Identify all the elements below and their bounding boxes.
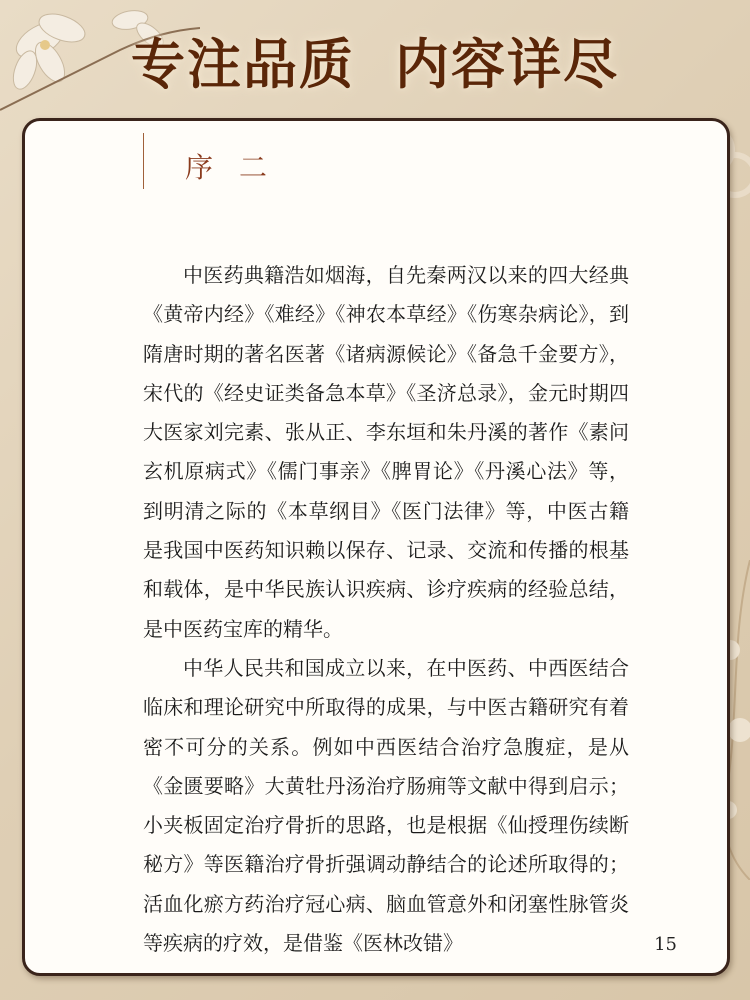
section-title: 序二 — [185, 151, 294, 184]
paragraph-1: 中医药典籍浩如烟海，自先秦两汉以来的四大经典《黄帝内经》《难经》《神农本草经》《伤寒杂病论》，到隋唐时期的著名医著《诸病源候论》《备急千金要方》，宋代的《经史证类备急本草》《圣济总录》，金元时期四大医家刘完素、张从正、李东垣和朱丹溪的著作《素问玄机原病式》《儒门事亲》《脾胃论》《丹溪心法》等，到明清之际的《本草纲目》《医门法律》等，中医古籍是我国中医药知识赖以保存、记录、交流和传播的根基和载体，是中华民族认识疾病、诊疗疾病的经验总结，是中医药宝库的精华。 — [143, 263, 629, 641]
paragraph-2: 中华人民共和国成立以来，在中医药、中西医结合临床和理论研究中所取得的成果，与中医古籍研究有着密不可分的关系。例如中西医结合治疗急腹症，是从《金匮要略》大黄牡丹汤治疗肠痈等文献中得到启示；小夹板固定治疗骨折的思路，也是根据《仙授理伤续断秘方》等医籍治疗骨折强调动静结合的论述所取得的；活血化瘀方药治疗冠心病、脑血管意外和闭塞性脉管炎等疾病的疗效，是借鉴《医林改错》 — [143, 655, 629, 956]
title-divider — [143, 133, 144, 189]
body-text — [143, 256, 629, 963]
promo-banner — [0, 22, 750, 99]
banner-text-quality: 专注品质 — [131, 33, 355, 96]
page-number: 15 — [654, 934, 677, 955]
banner-text-content: 内容详尽 — [395, 33, 619, 96]
book-page — [22, 118, 730, 976]
